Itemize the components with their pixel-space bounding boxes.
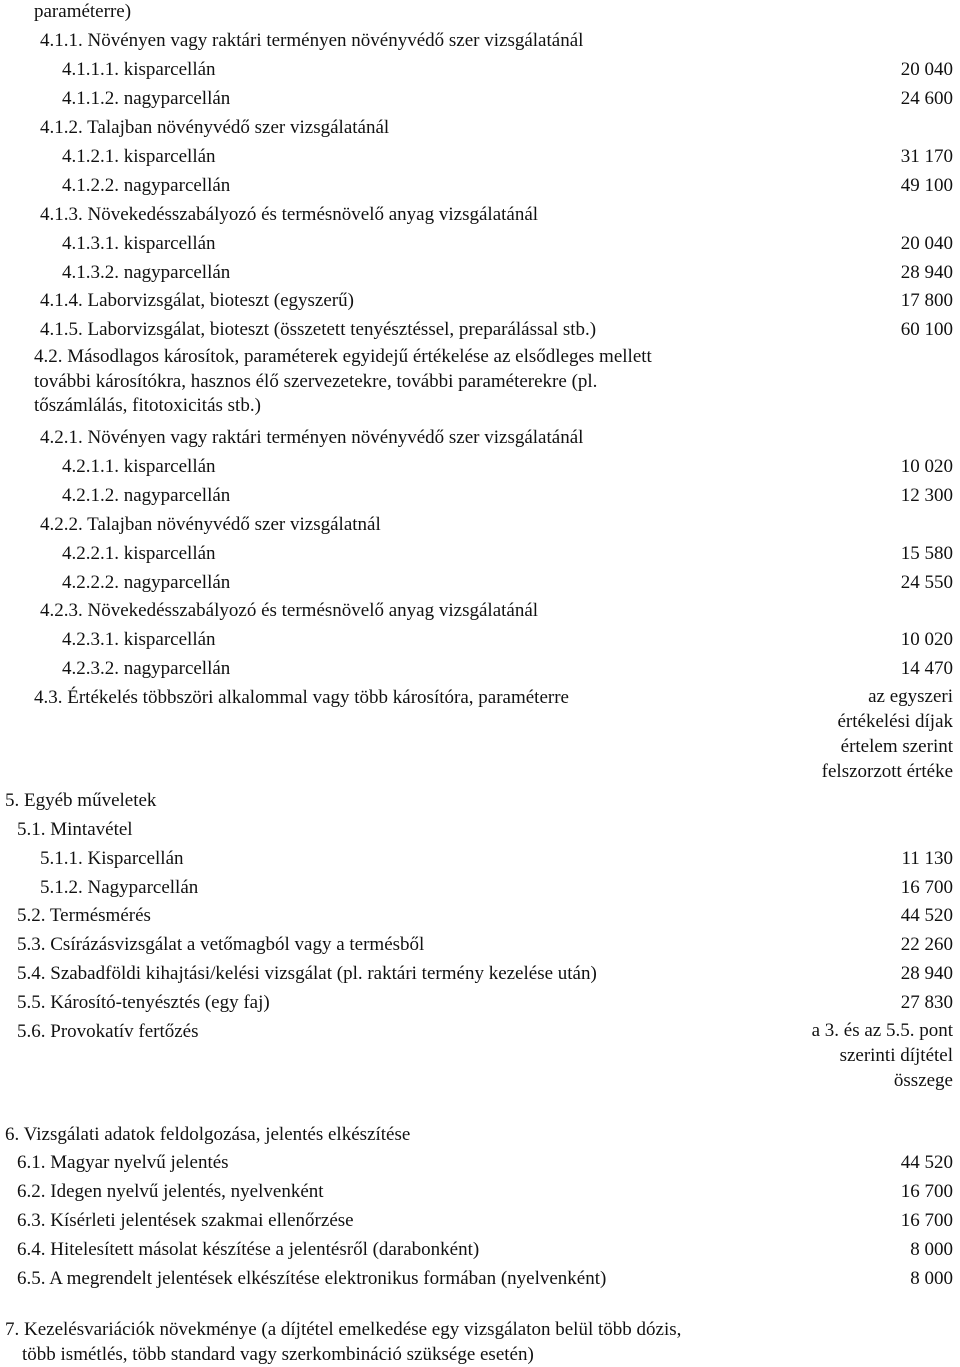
section-7-line2: több ismétlés, több standard vagy szerkombináció szüksége esetén): [5, 1343, 681, 1367]
line-label: 4.2.1.1. kisparcellán: [62, 457, 216, 476]
line-label: 5. Egyéb műveletek: [5, 791, 156, 810]
line-value: 28 940: [901, 964, 953, 983]
line-value: 24 550: [901, 573, 953, 592]
value-line: összege: [812, 1068, 953, 1093]
line-label: 5.6. Provokatív fertőzés: [17, 1022, 199, 1041]
line-value: 17 800: [901, 291, 953, 310]
line-label: 6. Vizsgálati adatok feldolgozása, jelentés elkészítése: [5, 1125, 410, 1144]
doc-line: [0, 1269, 960, 1293]
section-4-2-line1: 4.2. Másodlagos károsítok, paraméterek egyidejű értékelése az elsődleges mellett: [34, 345, 652, 370]
doc-line: [0, 906, 960, 930]
line-label: 4.1.1.1. kisparcellán: [62, 60, 216, 79]
doc-line: [0, 1125, 960, 1149]
line-label: 4.3. Értékelés többszöri alkalommal vagy több károsítóra, paraméterre: [34, 688, 569, 707]
line-label: 6.5. A megrendelt jelentések elkészítése elektronikus formában (nyelvenként): [17, 1269, 606, 1288]
doc-line: [0, 457, 960, 481]
line-label: 4.2.3. Növekedésszabályozó és termésnövelő anyag vizsgálatánál: [40, 601, 538, 620]
section-4-2-heading: [34, 345, 652, 419]
doc-line: [0, 1240, 960, 1264]
line-value: 44 520: [901, 906, 953, 925]
doc-line: [0, 515, 960, 539]
value-line: felszorzott értéke: [822, 759, 953, 784]
line-value: 16 700: [901, 1182, 953, 1201]
line-value: 8 000: [910, 1269, 953, 1288]
line-value: 16 700: [901, 1211, 953, 1230]
doc-line: [0, 291, 960, 315]
line-value: 22 260: [901, 935, 953, 954]
line-label: 4.1.3.2. nagyparcellán: [62, 263, 230, 282]
line-label: 4.2.2. Talajban növényvédő szer vizsgálatnál: [40, 515, 381, 534]
line-label: 4.1.3.1. kisparcellán: [62, 234, 216, 253]
line-label: 4.2.1.2. nagyparcellán: [62, 486, 230, 505]
section-4-2-line3: tőszámlálás, fitotoxicitás stb.): [34, 394, 652, 419]
line-label: 5.2. Termésmérés: [17, 906, 151, 925]
doc-line: [0, 630, 960, 654]
line-value: 14 470: [901, 659, 953, 678]
line-label: 4.2.3.2. nagyparcellán: [62, 659, 230, 678]
line-label: 4.1.2. Talajban növényvédő szer vizsgálatánál: [40, 118, 389, 137]
doc-line: [0, 935, 960, 959]
line-label: 5.3. Csírázásvizsgálat a vetőmagból vagy a termésből: [17, 935, 424, 954]
line-label: 5.1.2. Nagyparcellán: [40, 878, 198, 897]
doc-line: [0, 263, 960, 287]
section-7: [5, 1318, 681, 1367]
doc-line: [0, 820, 960, 844]
doc-line: [0, 2, 960, 26]
line-label: 4.2.3.1. kisparcellán: [62, 630, 216, 649]
line-label: 5.4. Szabadföldi kihajtási/kelési vizsgálat (pl. raktári termény kezelése után): [17, 964, 597, 983]
line-value: 20 040: [901, 234, 953, 253]
line-value: 16 700: [901, 878, 953, 897]
line-label: 6.3. Kísérleti jelentések szakmai ellenőrzése: [17, 1211, 354, 1230]
line-value: 49 100: [901, 176, 953, 195]
doc-line: [0, 234, 960, 258]
line-label: 4.1.1. Növényen vagy raktári terményen növényvédő szer vizsgálatánál: [40, 31, 583, 50]
line-label: 4.1.5. Laborvizsgálat, bioteszt (összetett tenyésztéssel, preparálással stb.): [40, 320, 596, 339]
line-label: 6.4. Hitelesített másolat készítése a jelentésről (darabonként): [17, 1240, 479, 1259]
doc-line: [0, 659, 960, 683]
line-label: 5.1. Mintavétel: [17, 820, 133, 839]
value-line: a 3. és az 5.5. pont: [812, 1018, 953, 1043]
line-value: 60 100: [901, 320, 953, 339]
doc-line: [0, 573, 960, 597]
doc-line: [0, 89, 960, 113]
doc-line: [0, 320, 960, 344]
line-label: 4.2.2.2. nagyparcellán: [62, 573, 230, 592]
line-value: 10 020: [901, 457, 953, 476]
doc-line: [0, 601, 960, 625]
doc-line: [0, 31, 960, 55]
doc-line: [0, 849, 960, 873]
doc-line: [0, 428, 960, 452]
line-value: 10 020: [901, 630, 953, 649]
doc-line: [0, 964, 960, 988]
line-value: 31 170: [901, 147, 953, 166]
line-value: 12 300: [901, 486, 953, 505]
line-value: 44 520: [901, 1153, 953, 1172]
value-line: értelem szerint: [822, 734, 953, 759]
doc-line: [0, 147, 960, 171]
value-line: szerinti díjtétel: [812, 1043, 953, 1068]
line-value: 20 040: [901, 60, 953, 79]
doc-line: [0, 118, 960, 142]
line-label: 4.1.1.2. nagyparcellán: [62, 89, 230, 108]
line-label: 4.1.2.1. kisparcellán: [62, 147, 216, 166]
doc-line: [0, 544, 960, 568]
section-4-2-line2: további károsítókra, hasznos élő szervezetekre, további paraméterekre (pl.: [34, 370, 652, 395]
section-4-3: [0, 688, 960, 712]
line-label: 6.2. Idegen nyelvű jelentés, nyelvenként: [17, 1182, 324, 1201]
doc-line: [0, 176, 960, 200]
line-label: 4.1.2.2. nagyparcellán: [62, 176, 230, 195]
section-7-line1: 7. Kezelésvariációk növekménye (a díjtétel emelkedése egy vizsgálaton belül több dózis,: [5, 1318, 681, 1343]
doc-line: [0, 1153, 960, 1177]
line-value: 28 940: [901, 263, 953, 282]
line-label: 4.1.4. Laborvizsgálat, bioteszt (egyszerű): [40, 291, 354, 310]
doc-line: [0, 1182, 960, 1206]
line-label: 5.1.1. Kisparcellán: [40, 849, 184, 868]
doc-line: [0, 486, 960, 510]
line-label: 6.1. Magyar nyelvű jelentés: [17, 1153, 229, 1172]
value-line: az egyszeri: [822, 684, 953, 709]
doc-line: [0, 878, 960, 902]
line-value: 8 000: [910, 1240, 953, 1259]
doc-line: [0, 993, 960, 1017]
line-label: 4.1.3. Növekedésszabályozó és termésnövelő anyag vizsgálatánál: [40, 205, 538, 224]
section-4-3-value: [822, 684, 953, 784]
doc-line: [0, 791, 960, 815]
doc-line: [0, 1211, 960, 1235]
line-value: 27 830: [901, 993, 953, 1012]
doc-line: [0, 205, 960, 229]
value-line: értékelési díjak: [822, 709, 953, 734]
line-label: 4.2.1. Növényen vagy raktári terményen növényvédő szer vizsgálatánál: [40, 428, 583, 447]
line-value: 15 580: [901, 544, 953, 563]
section-5-6-value: [812, 1018, 953, 1093]
line-value: 24 600: [901, 89, 953, 108]
line-label: paraméterre): [34, 2, 131, 21]
doc-line: [0, 60, 960, 84]
line-label: 5.5. Károsító-tenyésztés (egy faj): [17, 993, 270, 1012]
line-value: 11 130: [901, 849, 953, 868]
line-label: 4.2.2.1. kisparcellán: [62, 544, 216, 563]
